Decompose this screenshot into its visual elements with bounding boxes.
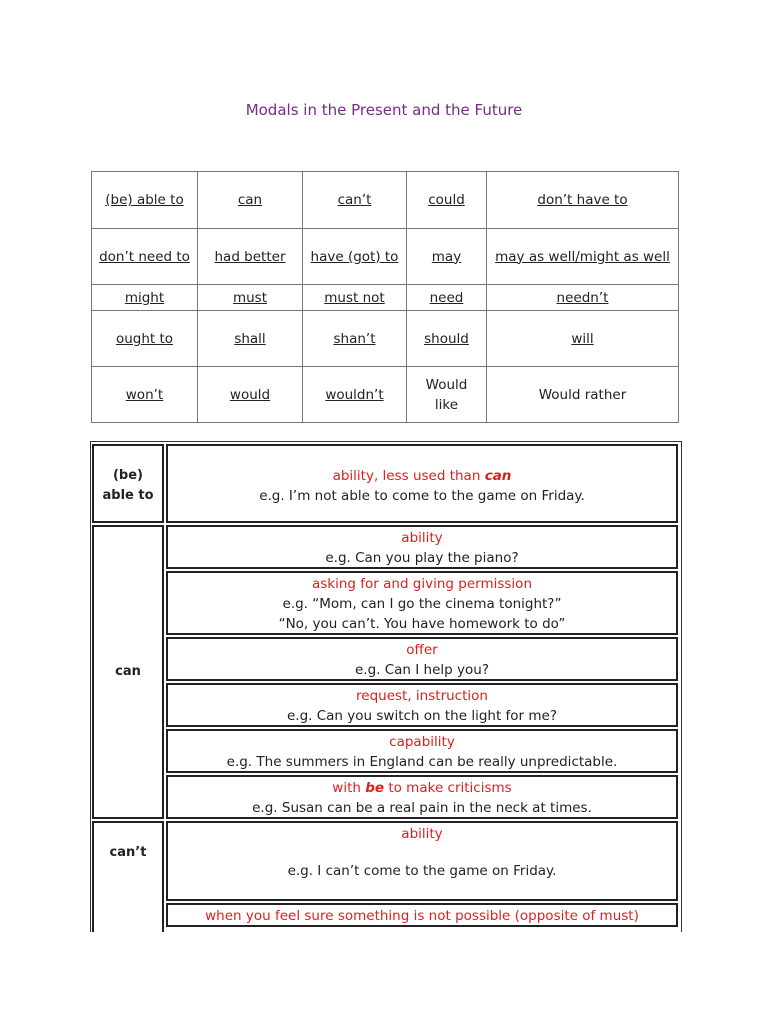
table-cell: needn’t [487,285,679,311]
example-text: e.g. “Mom, can I go the cinema tonight?” [282,596,562,612]
table-cell: can [198,172,303,229]
table-cell: had better [198,229,303,285]
modal-cell-cant: can’t [92,821,164,932]
table-cell: will [487,311,679,367]
sense-label: request, instruction [356,688,488,704]
example-text: e.g. Can I help you? [354,662,489,678]
table-cell: wouldn’t [303,367,407,423]
table-cell: should [407,311,487,367]
modal-cell-can: can [92,525,164,819]
modal-cell-be-able-to: (be) able to [92,444,164,523]
table-cell: have (got) to [303,229,407,285]
table-cell: may as well/might as well [487,229,679,285]
example-text: e.g. Can you play the piano? [325,550,519,566]
sense-box [166,444,678,523]
sense-label: ability [401,530,443,546]
sense-box [166,729,678,773]
table-cell: won’t [92,367,198,423]
table-cell: must [198,285,303,311]
table-cell: Would like [407,367,487,423]
table-cell: must not [303,285,407,311]
example-text: e.g. Susan can be a real pain in the neck at times. [252,800,592,816]
sense-label: with be to make criticisms [332,780,512,796]
table-row [92,229,679,285]
table-cell: shan’t [303,311,407,367]
table-cell: may [407,229,487,285]
table-cell: need [407,285,487,311]
sense-label: asking for and giving permission [311,576,533,592]
table-cell: might [92,285,198,311]
sense-label: when you feel sure something is not possible (opposite of must) [205,908,639,924]
example-text: e.g. The summers in England can be really unpredictable. [226,754,618,770]
example-text: e.g. I’m not able to come to the game on Friday. [259,488,585,504]
table-cell: don’t need to [92,229,198,285]
usage-table [90,441,682,932]
sense-box [166,637,678,681]
table-cell: shall [198,311,303,367]
sense-box [166,683,678,727]
example-text: e.g. Can you switch on the light for me? [286,708,558,724]
example-text: “No, you can’t. You have homework to do” [278,616,566,632]
sense-label: ability, less used than can [332,468,512,484]
table-row [92,367,679,423]
table-cell: would [198,367,303,423]
sense-box [166,903,678,927]
table-cell: could [407,172,487,229]
table-cell: (be) able to [92,172,198,229]
table-row [92,311,679,367]
sense-box [166,571,678,635]
sense-box [166,525,678,569]
table-cell: don’t have to [487,172,679,229]
page-title: Modals in the Present and the Future [245,101,523,119]
sense-label: ability [401,826,443,842]
table-cell: can’t [303,172,407,229]
table-row [92,172,679,229]
sense-box [166,775,678,819]
example-text: e.g. I can’t come to the game on Friday. [287,863,557,879]
table-cell: ought to [92,311,198,367]
sense-label: offer [406,642,438,658]
table-cell: Would rather [487,367,679,423]
modal-list-table [91,171,679,423]
sense-label: capability [389,734,455,750]
table-row [92,285,679,311]
sense-box [166,821,678,901]
